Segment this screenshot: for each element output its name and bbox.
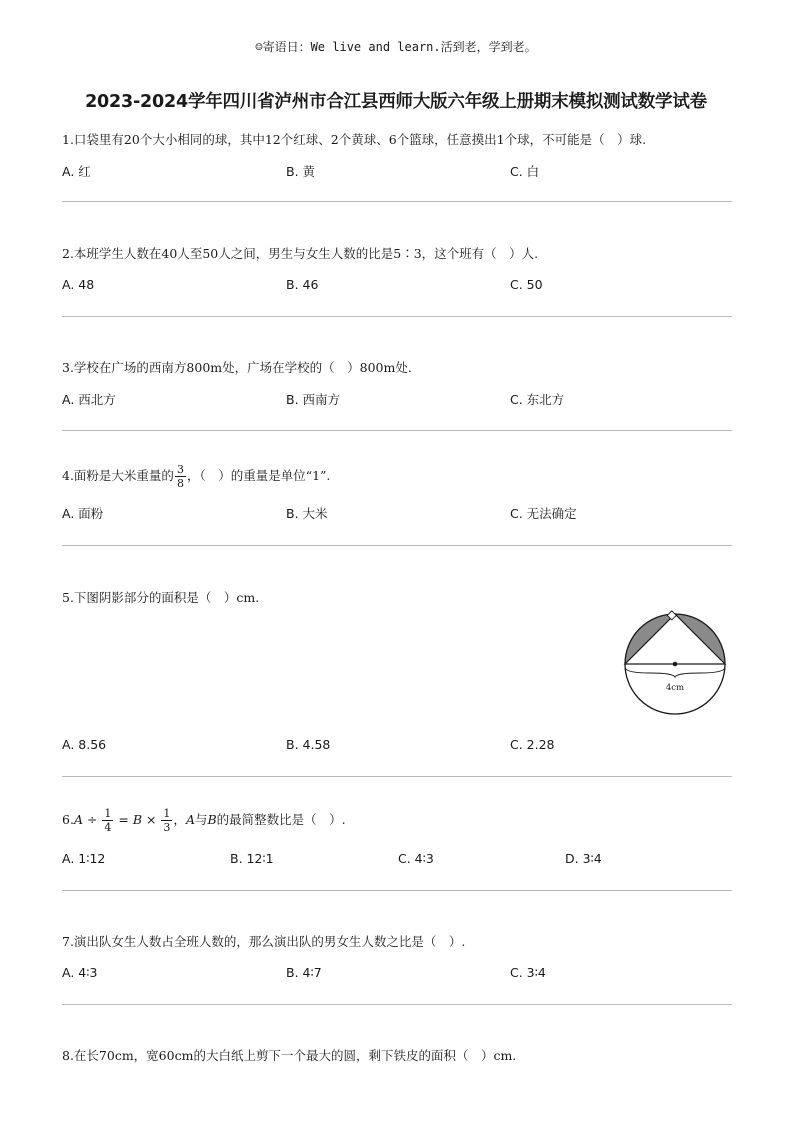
option-b[interactable]: B. 4∶7	[286, 965, 322, 980]
question-6-stem-end: 的最简整数比是（ ）.	[216, 812, 346, 827]
option-b[interactable]: B. 西南方	[286, 392, 341, 407]
center-point	[673, 662, 678, 667]
divider	[62, 890, 732, 891]
page-motto: ☺寄语日：We live and learn.活到老，学到老。	[255, 40, 537, 54]
option-a[interactable]: A. 红	[62, 164, 91, 179]
question-6-and: 与	[194, 812, 208, 827]
circle-shaded-figure	[620, 609, 730, 721]
question-7-text: 7.演出队女生人数占全班人数的，那么演出队的男女生人数之比是（ ）.	[62, 934, 466, 949]
question-4-stem-end: ，（ ）的重量是单位“1”.	[186, 468, 331, 483]
fraction	[161, 808, 172, 833]
option-a[interactable]: A. 面粉	[62, 506, 104, 521]
question-1-text: 1.口袋里有20个大小相同的球，其中12个红球、2个黄球、6个篮球，任意摸出1个球，不可能是（ ）球.	[62, 132, 647, 147]
option-c[interactable]: C. 3∶4	[510, 965, 546, 980]
option-c[interactable]: C. 无法确定	[510, 506, 577, 521]
variable-b: B	[132, 812, 142, 827]
fraction-numerator: 1	[104, 807, 112, 820]
equals-sign: =	[114, 812, 133, 827]
diameter-label: 4cm	[665, 683, 685, 693]
option-b[interactable]: B. 46	[286, 277, 319, 292]
question-7-options	[62, 965, 732, 983]
fraction	[102, 808, 113, 833]
option-a[interactable]: A. 1∶12	[62, 851, 106, 866]
question-2-options	[62, 277, 732, 295]
divider	[62, 1004, 732, 1005]
question-6-options	[62, 851, 732, 869]
fraction-denominator: 3	[163, 821, 171, 834]
divider	[62, 316, 732, 317]
option-a[interactable]: A. 8.56	[62, 737, 107, 752]
fraction-numerator: 1	[163, 807, 171, 820]
question-4-text	[62, 464, 330, 489]
option-c[interactable]: C. 东北方	[510, 392, 565, 407]
question-5-options	[62, 737, 732, 755]
variable-b: B	[207, 812, 217, 827]
divider	[62, 201, 732, 202]
variable-a: A	[73, 812, 83, 827]
question-4-options	[62, 504, 732, 522]
option-c[interactable]: C. 2.28	[510, 737, 555, 752]
fraction	[175, 464, 186, 489]
question-3-options	[62, 390, 732, 408]
question-6-number: 6.	[62, 812, 74, 827]
divider	[62, 430, 732, 431]
option-b[interactable]: B. 黄	[286, 164, 316, 179]
question-4-stem: 4.面粉是大米重量的	[62, 468, 174, 483]
question-5-text: 5.下图阴影部分的面积是（ ）cm.	[62, 590, 260, 605]
divider	[62, 776, 732, 777]
option-d[interactable]: D. 3∶4	[565, 851, 602, 866]
question-6-text	[62, 808, 346, 833]
fraction-denominator: 4	[104, 821, 112, 834]
question-8-text: 8.在长70cm，宽60cm的大白纸上剪下一个最大的圆，剩下铁皮的面积（ ）cm.	[62, 1048, 517, 1063]
option-c[interactable]: C. 4∶3	[398, 851, 434, 866]
page-title: 2023-2024学年四川省泸州市合江县西师大版六年级上册期末模拟测试数学试卷	[85, 92, 707, 112]
question-6-comma: ，	[173, 812, 186, 827]
question-2-text: 2.本班学生人数在40人至50人之间，男生与女生人数的比是5∶3，这个班有（ ）人.	[62, 246, 539, 261]
fraction-numerator: 3	[176, 463, 184, 476]
question-3-text: 3.学校在广场的西南方800m处，广场在学校的（ ）800m处.	[62, 360, 412, 375]
question-1-options	[62, 162, 732, 180]
variable-a: A	[185, 812, 195, 827]
option-a[interactable]: A. 西北方	[62, 392, 116, 407]
option-a[interactable]: A. 48	[62, 277, 95, 292]
divider	[62, 545, 732, 546]
multiply-sign: ×	[142, 812, 161, 827]
fraction-denominator: 8	[176, 477, 184, 490]
option-c[interactable]: C. 50	[510, 277, 543, 292]
option-a[interactable]: A. 4∶3	[62, 965, 98, 980]
option-b[interactable]: B. 大米	[286, 506, 328, 521]
divide-sign: ÷	[82, 812, 102, 827]
option-c[interactable]: C. 白	[510, 164, 540, 179]
diameter-brace	[625, 667, 725, 677]
option-b[interactable]: B. 12∶1	[230, 851, 274, 866]
option-b[interactable]: B. 4.58	[286, 737, 331, 752]
